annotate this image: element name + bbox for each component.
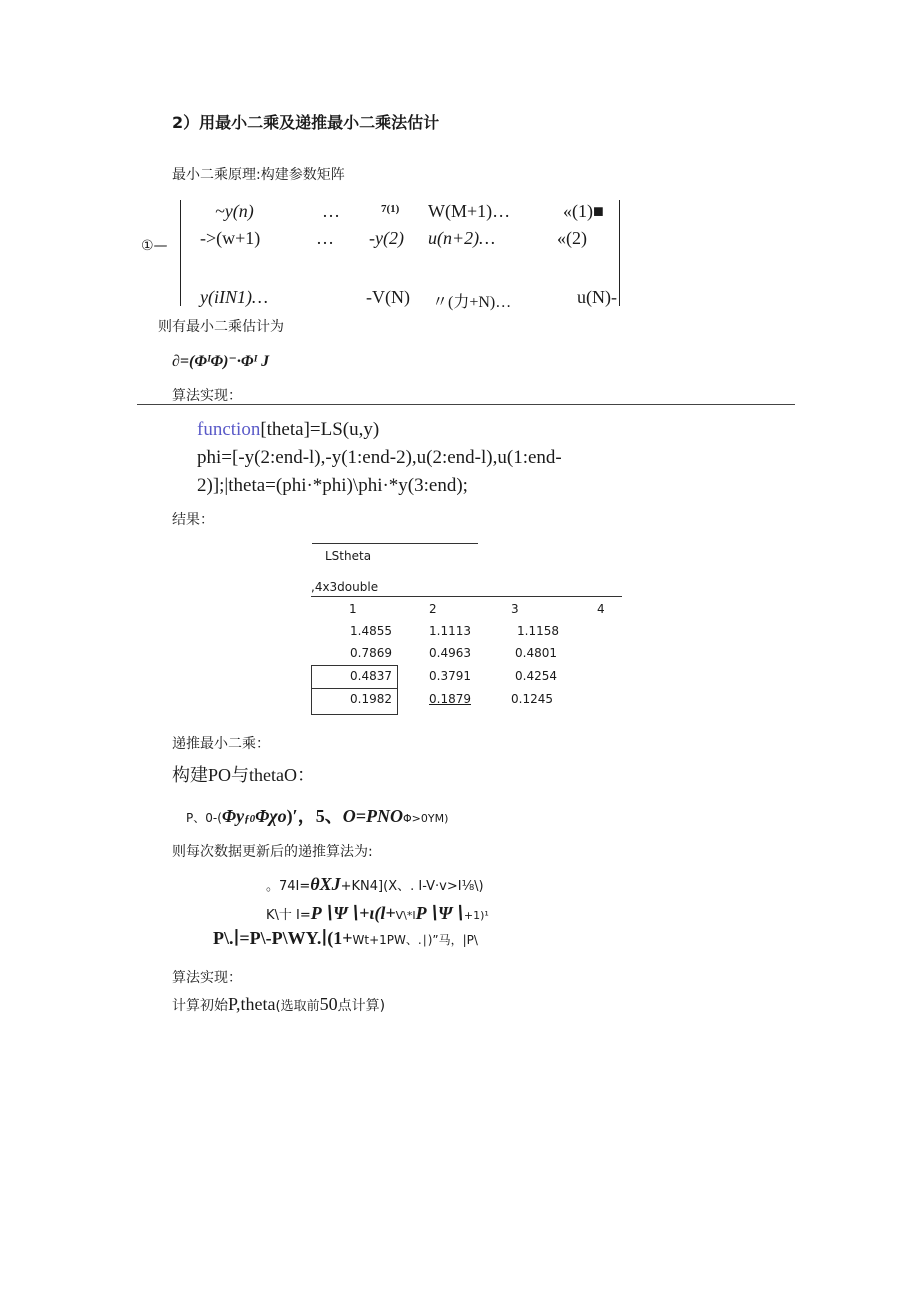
init-compute-c: (选取前 [275, 999, 320, 1014]
matrix-left-bracket [180, 200, 181, 306]
table-header-1: 1 [349, 602, 357, 616]
matrix-r2-c5: «(2) [557, 228, 587, 248]
table-header-3: 3 [511, 602, 519, 616]
matrix-r1-c1: ~y(n) [215, 201, 254, 221]
rls-eq3-a: P\.∣=P\-P\WY.∣(1+ [213, 928, 353, 948]
ls-formula: ∂=(ΦᴵΦ)⁻·Φᴵ J [172, 353, 270, 370]
section-heading: 2）用最小二乘及递推最小二乘法估计 [172, 113, 440, 132]
impl-label-2: 算法实现： [172, 970, 242, 986]
init-compute-d: 50 [319, 994, 338, 1014]
table-subtitle: ,4x3double [311, 580, 379, 594]
rls-init-a: P、0-( [186, 811, 222, 825]
table-cell: 0.4963 [429, 646, 471, 660]
code-line-1 [197, 416, 379, 444]
matrix-r3-c3: 〃(力+N)… [432, 294, 512, 311]
table-cell: 1.4855 [350, 624, 392, 638]
table-header-line [311, 596, 622, 597]
rls-label: 递推最小二乘： [172, 736, 270, 752]
init-compute-text [172, 994, 385, 1015]
rls-eq2-c: V\*I [395, 909, 416, 922]
rls-equation-1 [266, 874, 484, 895]
table-cell: 0.1245 [511, 692, 553, 706]
rls-eq2-a: K\十 I= [266, 908, 311, 923]
code-line-3: 2)];|theta=(phi·*phi)\phi·*y(3:end); [197, 475, 468, 496]
rls-eq1-c: +KN4](X、. I-V·v>I⅛\) [340, 879, 484, 894]
table-cell: 0.4254 [515, 669, 557, 683]
ls-principle-text: 最小二乘原理:构建参数矩阵 [172, 167, 345, 183]
table-header-2: 2 [429, 602, 437, 616]
rls-eq2-e: +1)¹ [463, 909, 489, 922]
code-keyword-function: function [197, 419, 261, 440]
matrix-r1-c4: W(M+1)… [428, 201, 511, 221]
matrix-r3-c4: u(N)- [577, 287, 617, 307]
table-cell: 0.4801 [515, 646, 557, 660]
rls-eq1-a: 。74I= [266, 879, 311, 894]
table-cell: 0.1879 [429, 692, 471, 706]
rls-init-c: ƒ0 [244, 813, 256, 825]
init-compute-e: 点计算) [337, 998, 386, 1014]
matrix-r1-c3: 7(1) [381, 203, 400, 215]
matrix-r1-c5: «(1)■ [563, 201, 604, 221]
rls-eq3-b: Wt+1PW、.∣)”马，|P\ [352, 933, 478, 947]
section-divider [137, 404, 795, 405]
matrix-label: ①— [141, 238, 168, 254]
rls-construct-text: 构建PO与thetaO： [172, 765, 315, 785]
matrix-r2-c1: ->(w+1) [200, 228, 261, 248]
impl-label: 算法实现： [172, 388, 242, 404]
table-cell: 0.4837 [350, 669, 392, 683]
matrix-r1-c2: … [322, 201, 340, 221]
init-compute-b: P,theta [228, 994, 276, 1014]
rls-init-b: Φy [221, 806, 245, 826]
rls-equation-2 [266, 903, 489, 924]
table-top-line [312, 543, 478, 544]
table-cell: 0.3791 [429, 669, 471, 683]
rls-init-formula [186, 802, 448, 828]
table-title: LStheta [325, 549, 372, 563]
rls-init-e: )′，5、 [286, 806, 343, 826]
matrix-r3-c1: y(iIN1)… [200, 287, 268, 307]
rls-eq2-d: P∖Ψ∖ [415, 903, 464, 923]
table-cell: 1.1158 [517, 624, 559, 638]
rls-init-g: Φ>0YM) [402, 812, 449, 825]
rls-init-f: O=PNO [342, 806, 403, 826]
rls-eq2-b: P∖Ψ∖+ι(l+ [310, 903, 396, 923]
matrix-r2-c3: -y(2) [369, 228, 404, 248]
matrix-r3-c2: -V(N) [366, 287, 410, 307]
rls-init-d: Φχo [255, 806, 287, 826]
table-selection-divider [311, 688, 397, 689]
rls-eq1-b: θXJ [310, 874, 341, 894]
rls-update-intro: 则每次数据更新后的递推算法为: [172, 844, 373, 860]
code-line-2: phi=[-y(2:end-l),-y(1:end-2),u(2:end-l),u(1:end- [197, 447, 562, 468]
table-cell: 1.1113 [429, 624, 471, 638]
matrix-right-bracket [619, 200, 620, 306]
matrix-r2-c4: u(n+2)… [428, 228, 496, 248]
result-label: 结果： [172, 512, 214, 528]
table-header-4: 4 [597, 602, 605, 616]
matrix-r2-c2: … [316, 228, 334, 248]
ls-estimate-intro: 则有最小二乘估计为 [158, 319, 284, 335]
code-line-1-rest: [theta]=LS(u,y) [260, 419, 380, 440]
table-cell: 0.7869 [350, 646, 392, 660]
init-compute-a: 计算初始 [172, 998, 228, 1014]
rls-equation-3 [213, 928, 478, 949]
table-cell: 0.1982 [350, 692, 392, 706]
